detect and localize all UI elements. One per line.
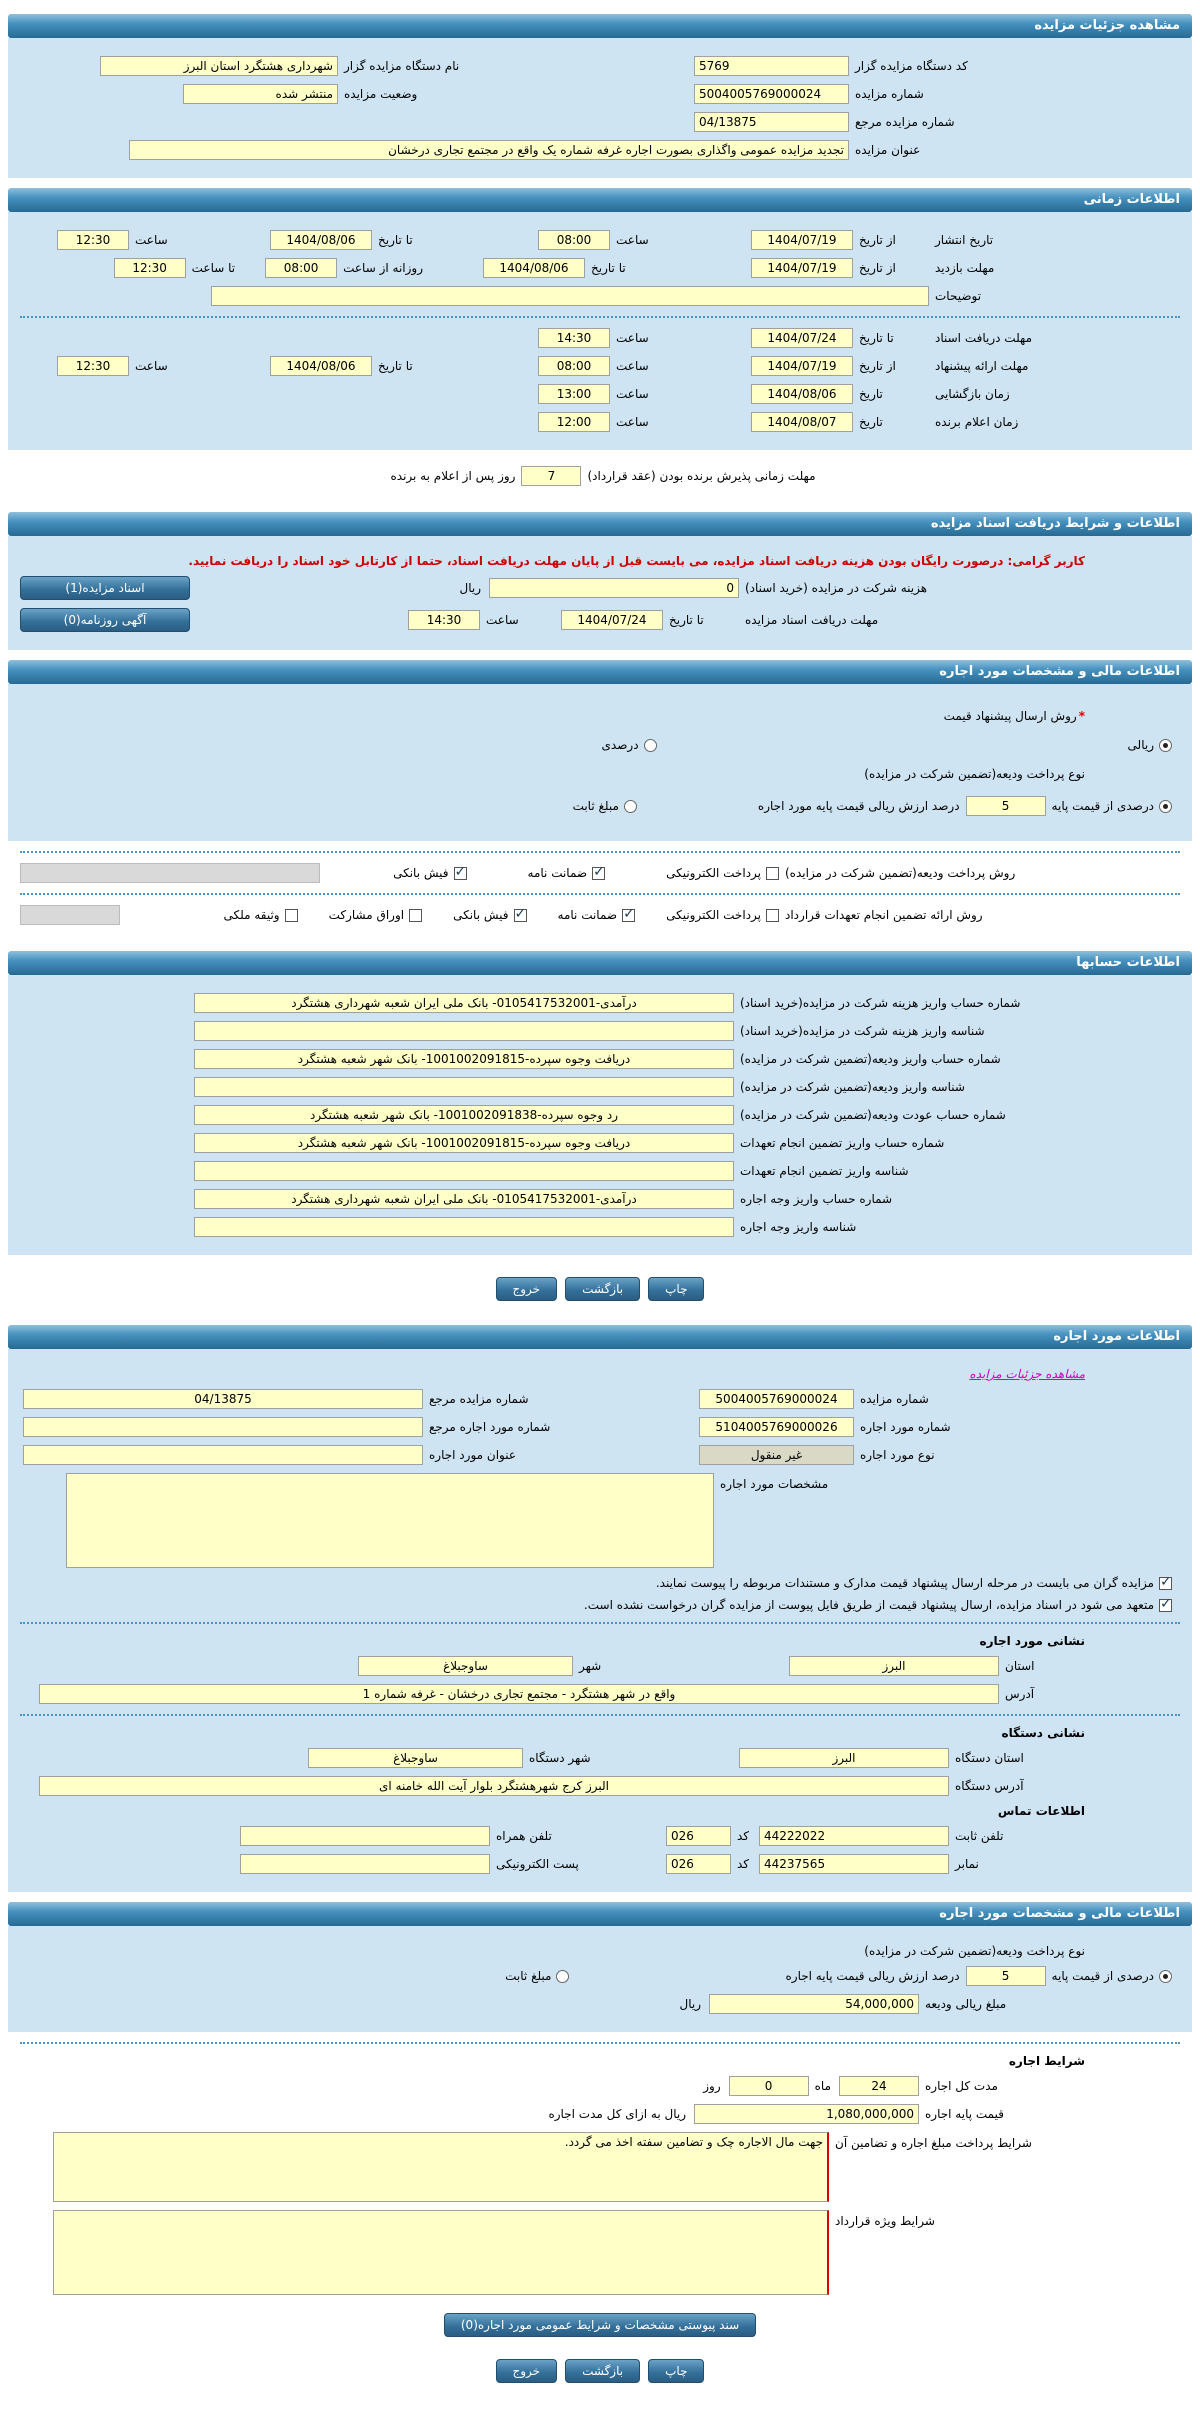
- rent-duration-label: مدت کل اجاره: [925, 2079, 998, 2093]
- participation-fee-field[interactable]: [489, 578, 739, 598]
- item-specs-textarea[interactable]: [66, 1473, 714, 1568]
- account-row: [20, 1161, 1180, 1181]
- required-asterisk: *: [1078, 709, 1085, 723]
- docs-receive-hour-label: ساعت: [486, 613, 519, 627]
- publish-from-hour-label: ساعت: [616, 233, 649, 247]
- publish-from-hour-field[interactable]: [538, 230, 610, 250]
- docs-receive-date-field[interactable]: [561, 610, 663, 630]
- section-header-financial-2: اطلاعات مالی و مشخصات مورد اجاره: [8, 1902, 1192, 1926]
- account-row: [20, 1021, 1180, 1041]
- item-type-field: [699, 1445, 854, 1465]
- docs-hour-label: ساعت: [616, 331, 649, 345]
- account-row: [20, 1049, 1180, 1069]
- winner-date-label: تاریخ: [859, 415, 883, 429]
- visit-from-date-label: از تاریخ: [859, 261, 896, 275]
- account-row: [20, 1189, 1180, 1209]
- account-row: [20, 1133, 1180, 1153]
- offer-from-hour-field[interactable]: [538, 356, 610, 376]
- item-number-label: شماره مورد اجاره: [860, 1420, 951, 1434]
- email-label: پست الکترونیکی: [495, 1857, 579, 1871]
- percent-base-label-2: درصدی از قیمت پایه: [1051, 1969, 1154, 1983]
- percent-value-field[interactable]: [966, 796, 1046, 816]
- account-label: شماره حساب عودت ودیعه(تضمین شرکت در مزایده): [740, 1108, 1006, 1122]
- visit-daily-from-field[interactable]: [265, 258, 337, 278]
- publish-to-date-field[interactable]: [270, 230, 372, 250]
- auction-title-label: عنوان مزایده: [855, 143, 921, 157]
- rial-option-radio[interactable]: [1159, 739, 1172, 752]
- guarantee-collateral-checkbox[interactable]: [285, 909, 298, 922]
- auction-ref-number-field[interactable]: [694, 112, 849, 132]
- account-field[interactable]: [194, 1133, 734, 1153]
- attach-required-text: مزایده گران می بایست در مرحله ارسال پیشنهاد قیمت مدارک و مستندات مربوطه را پیوست نمایند.: [655, 1576, 1154, 1590]
- fixed-amount-label-2: مبلغ ثابت: [505, 1969, 552, 1983]
- visit-deadline-label: مهلت بازدید: [935, 261, 995, 275]
- account-field[interactable]: [194, 1217, 734, 1237]
- accept-days-field[interactable]: [521, 466, 581, 486]
- percent-option-radio[interactable]: [644, 739, 657, 752]
- exit-button-bottom[interactable]: خروج: [496, 2359, 558, 2383]
- docs-warning-text: کاربر گرامی: درصورت رایگان بودن هزینه دریافت اسناد مزایده، می بایست قبل از پایان مهلت دریافت اسناد، حتما از کارتابل خود اسناد را دریافت نمایید.: [188, 554, 1085, 568]
- page-title: مشاهده جزئیات مزایده: [1034, 18, 1180, 33]
- address-field[interactable]: [39, 1684, 999, 1704]
- rental-address-title: نشانی مورد اجاره: [979, 1634, 1085, 1648]
- fax-field[interactable]: [759, 1854, 949, 1874]
- city-field[interactable]: [358, 1656, 573, 1676]
- visit-from-date-field[interactable]: [751, 258, 853, 278]
- rent-terms-area: [8, 2032, 1192, 2395]
- opening-date-field[interactable]: [751, 384, 853, 404]
- province-label: استان: [1005, 1659, 1035, 1673]
- publish-to-hour-label: ساعت: [135, 233, 168, 247]
- deposit-pay-method-label: روش پرداخت ودیعه(تضمین شرکت در مزایده): [785, 866, 1016, 880]
- visit-daily-from-label: روزانه از ساعت: [343, 261, 423, 275]
- auction-documents-button[interactable]: اسناد مزایده(1): [20, 576, 190, 600]
- docs-to-date-label: تا تاریخ: [859, 331, 894, 345]
- auction-number-field[interactable]: [694, 84, 849, 104]
- guarantee-electronic-label: پرداخت الکترونیکی: [666, 908, 761, 922]
- agency-province-label: استان دستگاه: [955, 1751, 1024, 1765]
- auction-number-label: شماره مزایده: [855, 87, 924, 101]
- rent-days-field[interactable]: [729, 2076, 809, 2096]
- deposit-type-label-2: نوع پرداخت ودیعه(تضمین شرکت در مزایده): [864, 1944, 1085, 1958]
- rent-months-field[interactable]: [839, 2076, 919, 2096]
- guarantee-receipt-checkbox[interactable]: [514, 909, 527, 922]
- fax-code-field[interactable]: [666, 1854, 731, 1874]
- agency-address-title: نشانی دستگاه: [1001, 1726, 1085, 1740]
- attachment-document-button[interactable]: سند پیوستی مشخصات و شرایط عمومی مورد اجاره(0): [444, 2313, 756, 2337]
- phone-field[interactable]: [759, 1826, 949, 1846]
- visit-daily-to-label: تا ساعت: [191, 261, 236, 275]
- docs-terms-section: [8, 536, 1192, 650]
- agency-name-label: نام دستگاه مزایده گزار: [344, 59, 460, 73]
- offer-deadline-label: مهلت ارائه پیشنهاد: [935, 359, 1029, 373]
- newspaper-ad-button[interactable]: آگهی روزنامه(0): [20, 608, 190, 632]
- dotted-divider: [20, 851, 1180, 853]
- account-label: شناسه واریز هزینه شرکت در مزایده(خرید اسناد): [740, 1024, 985, 1038]
- notes-field[interactable]: [211, 286, 929, 306]
- account-row: [20, 1217, 1180, 1237]
- account-row: [20, 1105, 1180, 1125]
- offer-from-date-field[interactable]: [751, 356, 853, 376]
- section-header-auction-details: [8, 14, 1192, 38]
- auction-status-label: وضعیت مزایده: [344, 87, 418, 101]
- rental-info-section: [8, 1349, 1192, 1892]
- account-label: شماره حساب واریز وجه اجاره: [740, 1192, 893, 1206]
- pay-guarantee-label: ضمانت نامه: [527, 866, 588, 880]
- percent-value-field-2[interactable]: [966, 1966, 1046, 1986]
- docs-deadline-label: مهلت دریافت اسناد: [935, 331, 1033, 345]
- item-title-label: عنوان مورد اجاره: [429, 1448, 517, 1462]
- special-terms-textarea[interactable]: [53, 2210, 829, 2295]
- offer-to-date-label: تا تاریخ: [378, 359, 413, 373]
- participation-fee-label: هزینه شرکت در مزایده (خرید اسناد): [745, 581, 928, 595]
- percent-option-label: درصدی: [601, 738, 639, 752]
- section-header-financial-1: اطلاعات مالی و مشخصات مورد اجاره: [8, 660, 1192, 684]
- base-price-suffix-label: ریال به ازای کل مدت اجاره: [548, 2107, 686, 2121]
- account-field[interactable]: [194, 1161, 734, 1181]
- notes-label: توضیحات: [935, 289, 982, 303]
- percent-suffix-label: درصد ارزش ریالی قیمت پایه مورد اجاره: [757, 799, 960, 813]
- no-file-offer-checkbox[interactable]: [1159, 1599, 1172, 1612]
- publish-from-date-field[interactable]: [751, 230, 853, 250]
- city-label: شهر: [579, 1659, 602, 1673]
- opening-time-label: زمان بازگشایی: [935, 387, 1010, 401]
- account-row: [20, 993, 1180, 1013]
- section-header-rental-info: اطلاعات مورد اجاره: [8, 1325, 1192, 1349]
- pay-electronic-label: پرداخت الکترونیکی: [666, 866, 761, 880]
- print-button[interactable]: چاپ: [648, 1277, 704, 1301]
- account-label: شناسه واریز ودیعه(تضمین شرکت در مزایده): [740, 1080, 965, 1094]
- account-field[interactable]: [194, 1049, 734, 1069]
- accounts-section: [8, 975, 1192, 1255]
- visit-to-date-label: تا تاریخ: [591, 261, 626, 275]
- item-ref-label: شماره مورد اجاره مرجع: [429, 1420, 551, 1434]
- percent-base-label: درصدی از قیمت پایه: [1051, 799, 1154, 813]
- publish-to-hour-field[interactable]: [57, 230, 129, 250]
- account-row: [20, 1077, 1180, 1097]
- docs-receive-time-field[interactable]: [408, 610, 480, 630]
- financial-2-section: [8, 1926, 1192, 2032]
- agency-code-field[interactable]: [694, 56, 849, 76]
- rental-auction-ref-field[interactable]: [23, 1389, 423, 1409]
- agency-city-label: شهر دستگاه: [529, 1751, 591, 1765]
- agency-province-field[interactable]: [739, 1748, 949, 1768]
- mobile-label: تلفن همراه: [495, 1829, 552, 1843]
- account-field[interactable]: [194, 993, 734, 1013]
- guarantee-collateral-label: وثیقه ملکی: [223, 908, 280, 922]
- agency-city-field[interactable]: [308, 1748, 523, 1768]
- payment-terms-label: شرایط پرداخت مبلغ اجاره و تضامین آن: [835, 2136, 1032, 2150]
- winner-date-field[interactable]: [751, 412, 853, 432]
- publish-from-date-label: از تاریخ: [859, 233, 896, 247]
- base-price-field[interactable]: [694, 2104, 919, 2124]
- top-actions-area: [8, 1255, 1192, 1315]
- deposit-rial-label: ریال: [679, 1997, 701, 2011]
- contact-info-title: اطلاعات تماس: [997, 1804, 1085, 1818]
- deposit-type-label: نوع پرداخت ودیعه(تضمین شرکت در مزایده): [864, 767, 1085, 781]
- payment-methods-area: [8, 841, 1192, 941]
- phone-code-label: کد: [736, 1829, 749, 1843]
- agency-name-field[interactable]: [100, 56, 338, 76]
- guarantee-bonds-label: اوراق مشارکت: [328, 908, 405, 922]
- percent-suffix-label-2: درصد ارزش ریالی قیمت پایه اجاره: [785, 1969, 960, 1983]
- offer-to-date-field[interactable]: [270, 356, 372, 376]
- dotted-divider: [20, 893, 1180, 895]
- section-header-docs-terms: اطلاعات و شرایط دریافت اسناد مزایده: [8, 512, 1192, 536]
- pay-receipt-label: فیش بانکی: [393, 866, 449, 880]
- account-field[interactable]: [194, 1077, 734, 1097]
- disabled-field: [20, 905, 120, 925]
- base-price-label: قیمت پایه اجاره: [925, 2107, 1004, 2121]
- rial-option-label: ریالی: [1127, 738, 1154, 752]
- docs-to-date-field[interactable]: [751, 328, 853, 348]
- rent-terms-title: شرایط اجاره: [1008, 2054, 1085, 2068]
- fee-rial-label: ریال: [459, 581, 481, 595]
- percent-base-radio-2[interactable]: [1159, 1970, 1172, 1983]
- dotted-divider: [20, 316, 1180, 318]
- rental-auction-ref-label: شماره مزایده مرجع: [429, 1392, 529, 1406]
- guarantee-electronic-checkbox[interactable]: [766, 909, 779, 922]
- email-field[interactable]: [240, 1854, 490, 1874]
- item-title-field[interactable]: [23, 1445, 423, 1465]
- item-type-label: نوع مورد اجاره: [860, 1448, 935, 1462]
- mobile-field[interactable]: [240, 1826, 490, 1846]
- auction-title-field[interactable]: [129, 140, 849, 160]
- dotted-divider: [20, 1714, 1180, 1716]
- winner-hour-field[interactable]: [538, 412, 610, 432]
- auction-ref-number-label: شماره مزایده مرجع: [855, 115, 955, 129]
- account-label: شماره حساب واریز تضمین انجام تعهدات: [740, 1136, 945, 1150]
- phone-label: تلفن ثابت: [955, 1829, 1004, 1843]
- pay-guarantee-checkbox[interactable]: [592, 867, 605, 880]
- exit-button[interactable]: خروج: [496, 1277, 558, 1301]
- docs-receive-to-date-label: تا تاریخ: [669, 613, 704, 627]
- general-info-section: [8, 38, 1192, 178]
- accept-deadline-suffix: روز پس از اعلام به برنده: [390, 469, 516, 483]
- rental-auction-number-field[interactable]: [699, 1389, 854, 1409]
- fixed-amount-label: مبلغ ثابت: [572, 799, 619, 813]
- visit-daily-to-field[interactable]: [114, 258, 186, 278]
- account-field[interactable]: [194, 1021, 734, 1041]
- fax-code-label: کد: [736, 1857, 749, 1871]
- fixed-amount-radio-2[interactable]: [556, 1970, 569, 1983]
- dotted-divider: [20, 1622, 1180, 1624]
- pay-receipt-checkbox[interactable]: [454, 867, 467, 880]
- account-field[interactable]: [194, 1189, 734, 1209]
- no-file-offer-text: متعهد می شود در اسناد مزایده، ارسال پیشنهاد قیمت از طریق فایل پیوست از مزایده گران درخواست نشده است.: [583, 1598, 1154, 1612]
- rental-auction-number-label: شماره مزایده: [860, 1392, 929, 1406]
- account-field[interactable]: [194, 1105, 734, 1125]
- opening-date-label: تاریخ: [859, 387, 883, 401]
- address-label: آدرس: [1005, 1687, 1035, 1701]
- guarantee-receipt-label: فیش بانکی: [453, 908, 509, 922]
- offer-to-hour-label: ساعت: [135, 359, 168, 373]
- fixed-amount-radio[interactable]: [624, 800, 637, 813]
- visit-to-date-field[interactable]: [483, 258, 585, 278]
- guarantee-method-label: روش ارائه تضمین انجام تعهدات قرارداد: [785, 908, 983, 922]
- payment-terms-textarea[interactable]: [53, 2132, 829, 2202]
- offer-from-date-label: از تاریخ: [859, 359, 896, 373]
- phone-code-field[interactable]: [666, 1826, 731, 1846]
- percent-base-radio[interactable]: [1159, 800, 1172, 813]
- accept-deadline-area: [8, 450, 1192, 502]
- price-method-label: روش ارسال پیشنهاد قیمت: [943, 709, 1077, 723]
- province-field[interactable]: [789, 1656, 999, 1676]
- guarantee-letter-checkbox[interactable]: [622, 909, 635, 922]
- back-button-bottom[interactable]: بازگشت: [565, 2359, 640, 2383]
- disabled-field: [20, 863, 320, 883]
- special-terms-label: شرایط ویژه قرارداد: [835, 2214, 935, 2228]
- fax-label: نمابر: [955, 1857, 979, 1871]
- winner-time-label: زمان اعلام برنده: [935, 415, 1019, 429]
- guarantee-letter-label: ضمانت نامه: [557, 908, 618, 922]
- account-label: شناسه واریز تضمین انجام تعهدات: [740, 1164, 909, 1178]
- item-number-field[interactable]: [699, 1417, 854, 1437]
- offer-to-hour-field[interactable]: [57, 356, 129, 376]
- financial-1-section: [8, 684, 1192, 841]
- dotted-divider: [20, 2042, 1180, 2044]
- auction-status-field[interactable]: [183, 84, 338, 104]
- accept-deadline-label: مهلت زمانی پذیرش برنده بودن (عقد قرارداد): [587, 469, 816, 483]
- back-button[interactable]: بازگشت: [565, 1277, 640, 1301]
- attach-required-checkbox[interactable]: [1159, 1577, 1172, 1590]
- pay-electronic-checkbox[interactable]: [766, 867, 779, 880]
- publish-to-date-label: تا تاریخ: [378, 233, 413, 247]
- item-specs-label: مشخصات مورد اجاره: [720, 1477, 829, 1491]
- agency-address-label: آدرس دستگاه: [955, 1779, 1024, 1793]
- account-label: شماره حساب واریز هزینه شرکت در مزایده(خرید اسناد): [740, 996, 1021, 1010]
- section-header-time-info: اطلاعات زمانی: [8, 188, 1192, 212]
- opening-hour-label: ساعت: [616, 387, 649, 401]
- item-ref-field[interactable]: [23, 1417, 423, 1437]
- view-auction-details-link[interactable]: مشاهده جزئیات مزایده: [969, 1367, 1085, 1381]
- account-label: شماره حساب واریز ودیعه(تضمین شرکت در مزایده): [740, 1052, 1001, 1066]
- days-unit-label: روز: [703, 2079, 721, 2093]
- publish-date-label: تاریخ انتشار: [935, 233, 994, 247]
- opening-hour-field[interactable]: [538, 384, 610, 404]
- time-info-section: [8, 212, 1192, 450]
- docs-hour-field[interactable]: [538, 328, 610, 348]
- deposit-amount-field[interactable]: [709, 1994, 919, 2014]
- agency-code-label: کد دستگاه مزایده گزار: [855, 59, 968, 73]
- agency-address-field[interactable]: [39, 1776, 949, 1796]
- guarantee-bonds-checkbox[interactable]: [409, 909, 422, 922]
- months-unit-label: ماه: [814, 2079, 831, 2093]
- section-header-accounts: اطلاعات حسابها: [8, 951, 1192, 975]
- docs-receive-deadline-label: مهلت دریافت اسناد مزایده: [745, 613, 879, 627]
- print-button-bottom[interactable]: چاپ: [648, 2359, 704, 2383]
- account-label: شناسه واریز وجه اجاره: [740, 1220, 857, 1234]
- deposit-amount-label: مبلغ ریالی ودیعه: [925, 1997, 1007, 2011]
- winner-hour-label: ساعت: [616, 415, 649, 429]
- offer-from-hour-label: ساعت: [616, 359, 649, 373]
